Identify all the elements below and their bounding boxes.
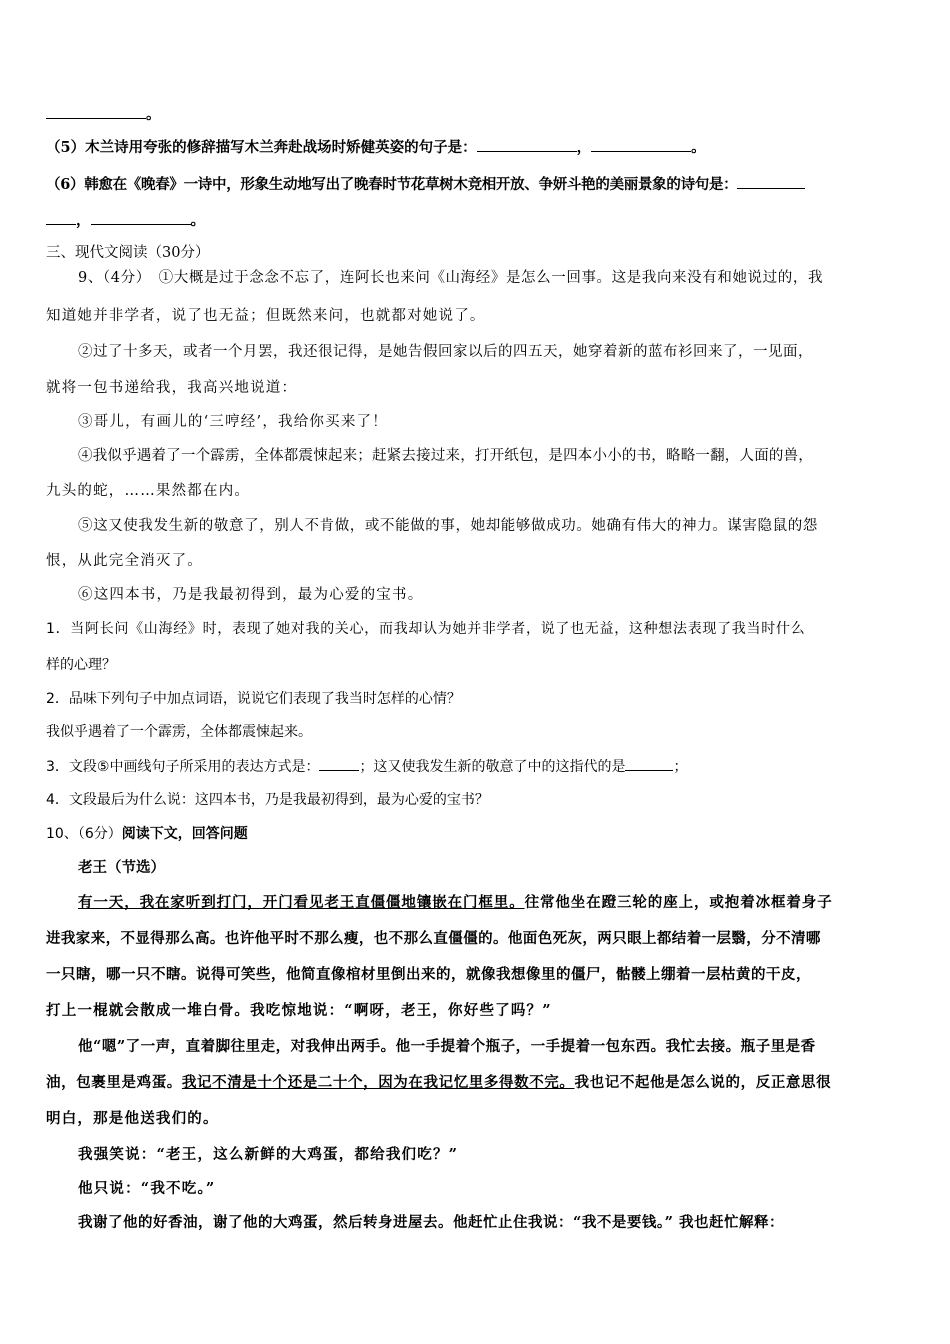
answer-blank[interactable] <box>319 756 359 771</box>
answer-blank[interactable] <box>477 137 577 152</box>
q10-paragraph-2-cont: 油，包裹里是鸡蛋。我记不清是十个还是二十个，因为在我记忆里多得数不完。我也记不起他是怎么说的，反正意思很 <box>46 1074 832 1091</box>
q9-paragraph-5-cont: 恨，从此完全消灭了。 <box>46 553 203 569</box>
q9-question-2: 2．品味下列句子中加点词语，说说它们表现了我当时怎样的心情？ <box>46 691 461 707</box>
answer-blank[interactable] <box>46 210 76 225</box>
answer-blank[interactable] <box>591 137 691 152</box>
q10-label: 10、（6分） <box>46 826 122 842</box>
passage-title: 老王（节选） <box>78 859 165 876</box>
q10-paragraph-5: 我谢了他的好香油，谢了他的大鸡蛋，然后转身进屋去。他赶忙止住我说：“我不是要钱。” 我也赶忙解释： <box>78 1214 784 1231</box>
q10-heading <box>46 824 910 844</box>
q9-paragraph-5: ⑤这又使我发生新的敬意了，别人不肯做，或不能做的事，她却能够做成功。她确有伟大的神力。谋害隐鼠的怨 <box>78 518 818 534</box>
answer-blank[interactable] <box>46 104 146 119</box>
q9-paragraph-2: ②过了十多天，或者一个月罢，我还很记得，是她告假回家以后的四五天，她穿着新的蓝布衫回来了，一见面， <box>78 344 813 360</box>
q9-paragraph-6: ⑥这四本书，乃是我最初得到，最为心爱的宝书。 <box>78 587 424 603</box>
q9-paragraph-3: ③哥儿，有画儿的‘三哼经’，我给你买来了！ <box>78 414 388 430</box>
q9-question-1-cont: 样的心理？ <box>46 657 116 673</box>
q9-question-2-sentence: 我似乎遇着了一个霹雳，全体都震悚起来。 <box>46 724 312 740</box>
q9-paragraph-1: 9、（4分） ①大概是过于念念不忘了，连阿长也来问《山海经》是怎么一回事。这是我向来没有和她说过的，我 <box>78 270 824 286</box>
section-heading: 三、现代文阅读（30分） <box>46 245 210 261</box>
question-5-text: （5）木兰诗用夸张的修辞描写木兰奔赴战场时矫健英姿的句子是： <box>46 139 477 156</box>
q10-paragraph-1-cont2: 一只瞎，哪一只不瞎。说得可笑些，他简直像棺材里倒出来的，就像我想像里的僵尸，骷髅上绷着一层枯黄的干皮， <box>46 966 811 983</box>
underlined-sentence: 我记不清是十个还是二十个，因为在我记忆里多得数不完。 <box>181 1074 575 1091</box>
q10-paragraph-1-cont: 进我家来，不显得那么高。也许他平时不那么瘦，也不那么直僵僵的。他面色死灰，两只眼上都结着一层翳，分不清哪 <box>46 930 821 947</box>
q9-question-1: 1．当阿长问《山海经》时，表现了她对我的关心，而我却认为她并非学者，说了也无益，这种想法表现了我当时什么 <box>46 621 806 637</box>
q9-paragraph-4: ④我似乎遇着了一个霹雳，全体都震悚起来；赶紧去接过来，打开纸包，是四本小小的书，略略一翻，人面的兽， <box>78 448 813 464</box>
q9-paragraph-1-cont: 知道她并非学者，说了也无益；但既然来问，也就都对她说了。 <box>46 308 486 324</box>
q10-instruction: 阅读下文，回答问题 <box>121 826 248 842</box>
q10-paragraph-1-cont3: 打上一棍就会散成一堆白骨。我吃惊地说：“啊呀，老王，你好些了吗？” <box>46 1002 552 1019</box>
q10-paragraph-1: 有一天，我在家听到打门，开门看见老王直僵僵地镶嵌在门框里。往常他坐在蹬三轮的座上，或抱着冰框着身子 <box>78 894 833 911</box>
q9-paragraph-2-cont: 就将一包书递给我，我高兴地说道： <box>46 380 298 396</box>
answer-blank[interactable] <box>91 210 191 225</box>
question-6-text: （6）韩愈在《晚春》一诗中，形象生动地写出了晚春时节花草树木竞相开放、争妍斗艳的美丽景象的诗句是： <box>46 176 738 193</box>
answer-blank[interactable] <box>737 174 805 189</box>
q10-paragraph-3: 我强笑说：“老王，这么新鲜的大鸡蛋，都给我们吃？” <box>78 1146 459 1163</box>
q10-paragraph-2-cont2: 明白，那是他送我们的。 <box>46 1110 219 1127</box>
q9-question-3: 3．文段⑤中画线句子所采用的表达方式是： ；这又使我发生新的敬意了中的这指代的是 ； <box>46 756 910 777</box>
question-5: （5）木兰诗用夸张的修辞描写木兰奔赴战场时矫健英姿的句子是： ， 。 <box>46 139 706 156</box>
question-6-cont: ， 。 <box>46 210 910 231</box>
underlined-sentence: 有一天，我在家听到打门，开门看见老王直僵僵地镶嵌在门框里。 <box>78 894 525 911</box>
q9-paragraph-4-cont: 九头的蛇，……果然都在内。 <box>46 483 251 499</box>
question-6 <box>46 174 910 195</box>
answer-blank[interactable] <box>625 756 673 771</box>
q10-paragraph-2: 他“嗯”了一声，直着脚往里走，对我伸出两手。他一手提着个瓶子，一手提着一包东西。我忙去接。瓶子里是香 <box>78 1038 816 1055</box>
answer-line-prev: 。 <box>46 104 910 125</box>
q10-paragraph-4: 他只说：“我不吃。” <box>78 1180 216 1197</box>
q9-question-4: 4．文段最后为什么说：这四本书，乃是我最初得到，最为心爱的宝书？ <box>46 792 489 808</box>
